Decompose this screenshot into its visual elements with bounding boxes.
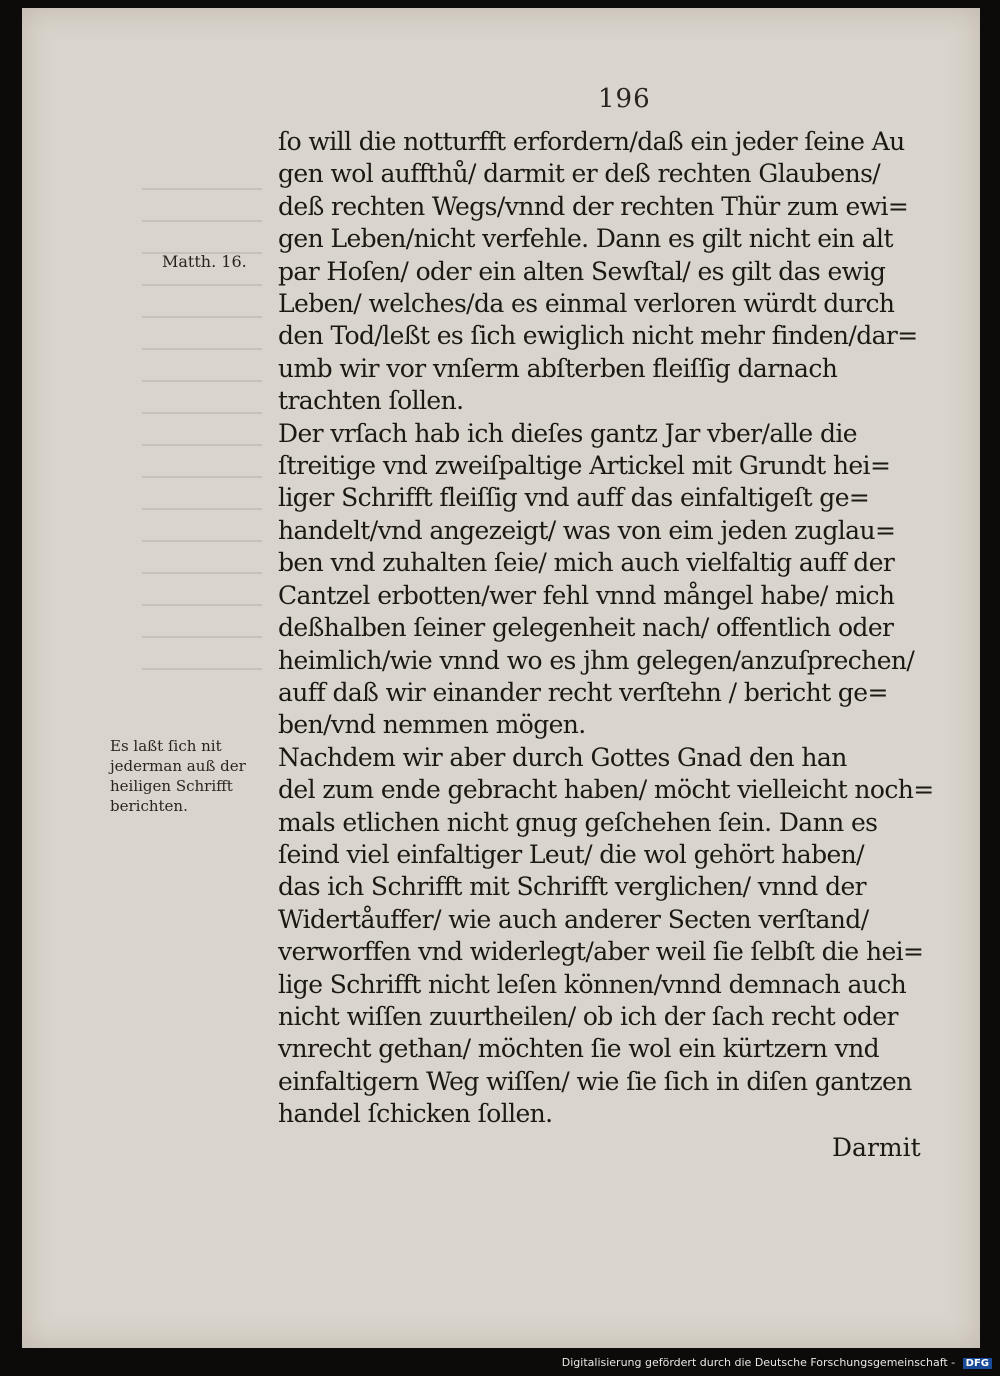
page-number: 196 [598,84,651,114]
text-line: del zum ende gebracht haben/ möcht vielleicht noch= [278,775,934,805]
text-line: ben/vnd nemmen mögen. [278,710,586,740]
text-line: deßhalben ſeiner gelegenheit nach/ offentlich oder [278,613,894,643]
footer-text: Digitalisierung gefördert durch die Deutsche Forschungsgemeinschaft - [561,1356,956,1369]
text-line: par Hoſen/ oder ein alten Sewſtal/ es gilt das ewig [278,256,886,286]
text-line: liger Schrifft fleiſſig vnd auff das einfaltigeſt ge= [278,483,870,513]
margin-note-scripture [110,736,290,816]
text-line: ſeind viel einfaltiger Leut/ die wol gehört haben/ [278,839,865,869]
text-line: Nachdem wir aber durch Gottes Gnad den han [278,742,847,772]
text-line: umb wir vor vnſerm abſterben fleiſſig darnach [278,353,838,383]
text-line: mals etlichen nicht gnug geſchehen ſein. Dann es [278,807,878,837]
margin-note-line: berichten. [110,797,188,815]
text-line: handelt/vnd angezeigt/ was von eim jeden zuglau= [278,515,896,545]
text-line: Widertåuffer/ wie auch anderer Secten verſtand/ [278,904,869,934]
text-line: auff daß wir einander recht verſtehn / bericht ge= [278,677,888,707]
text-line: lige Schrifft nicht leſen können/vnnd demnach auch [278,969,907,999]
dfg-logo: DFG [963,1358,992,1369]
text-line: ſtreitige vnd zweiſpaltige Artickel mit Grundt hei= [278,451,891,481]
text-line: trachten ſollen. [278,386,464,416]
text-line: einfaltigern Weg wiſſen/ wie ſie ſich in diſen gantzen [278,1066,912,1096]
funding-footer [0,1356,992,1374]
margin-note-matthew: Matth. 16. [162,252,247,271]
margin-note-line: jederman auß der [110,757,246,775]
text-line: handel ſchicken ſollen. [278,1099,553,1129]
text-line: ben vnd zuhalten ſeie/ mich auch vielfaltig auff der [278,548,895,578]
text-line: vnrecht gethan/ möchten ſie wol ein kürtzern vnd [278,1034,879,1064]
book-page [22,8,980,1348]
text-line: den Tod/leßt es ſich ewiglich nicht mehr finden/dar= [278,321,918,351]
text-line: heimlich/wie vnnd wo es jhm gelegen/anzuſprechen/ [278,645,915,675]
margin-note-line: Es laßt ſich nit [110,737,222,755]
text-line: verworffen vnd widerlegt/aber weil ſie ſelbſt die hei= [278,937,924,967]
margin-note-line: heiligen Schrifft [110,777,233,795]
text-line: Der vrſach hab ich dieſes gantz Jar vber/alle die [278,418,857,448]
body-text [278,126,958,1131]
text-line: gen Leben/nicht verfehle. Dann es gilt nicht ein alt [278,224,893,254]
catchword: Darmit [832,1133,921,1162]
text-line: nicht wiſſen zuurtheilen/ ob ich der ſach recht oder [278,1001,898,1031]
text-line: Cantzel erbotten/wer fehl vnnd mångel habe/ mich [278,580,895,610]
text-line: Leben/ welches/da es einmal verloren würdt durch [278,289,895,319]
text-line: gen wol auffthů/ darmit er deß rechten Glaubens/ [278,159,881,189]
text-line: deß rechten Wegs/vnnd der rechten Thür zum ewi= [278,191,909,221]
text-line: das ich Schrifft mit Schrifft verglichen/ vnnd der [278,872,867,902]
text-line: ſo will die notturfft erfordern/daß ein jeder ſeine Au [278,127,905,156]
